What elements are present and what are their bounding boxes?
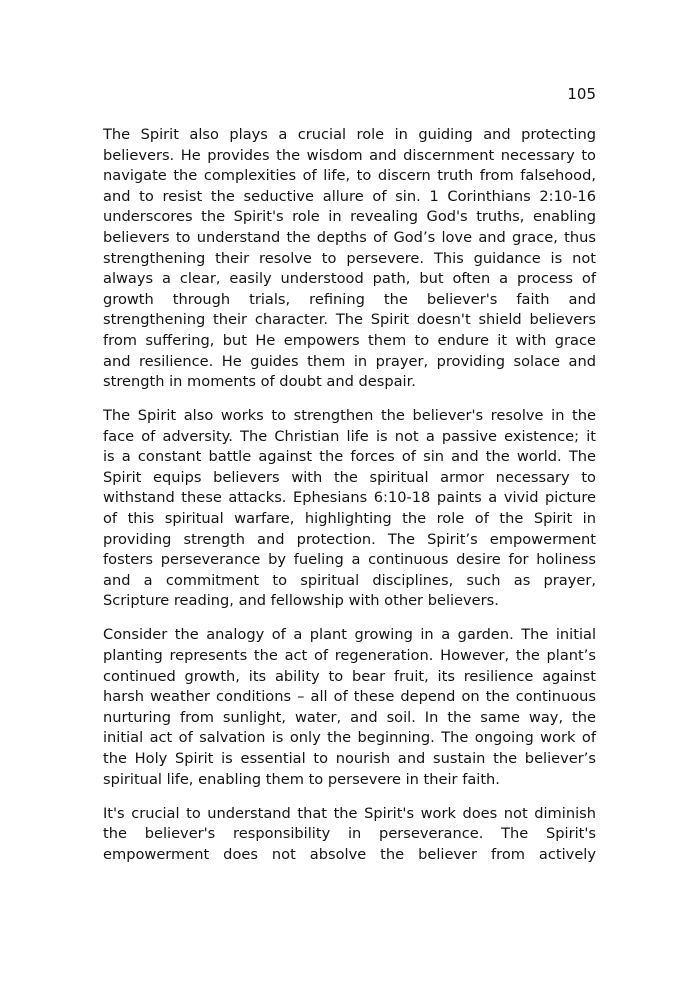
text-line: strength in moments of doubt and despair. — [103, 373, 416, 391]
text-line: strengthening their resolve to persevere. This guidance is not — [103, 249, 596, 267]
text-line: the Holy Spirit is essential to nourish and sustain the believer’s — [103, 750, 596, 767]
text-line: continued growth, its ability to bear fruit, its resilience against — [103, 667, 596, 685]
text-line: believers to understand the depths of God’s love and grace, thus — [103, 228, 596, 246]
text-line: believers. He provides the wisdom and discernment necessary to — [103, 146, 596, 164]
text-line: nurturing from sunlight, water, and soil. In the same way, the — [103, 708, 596, 726]
page-number: 105 — [567, 85, 596, 103]
text-line: face of adversity. The Christian life is not a passive existence; it — [103, 427, 596, 445]
text-line: is a constant battle against the forces of sin and the world. The — [103, 448, 596, 466]
text-line: The Spirit also works to strengthen the believer's resolve in the — [103, 407, 596, 425]
text-line: and resilience. He guides them in prayer, providing solace and — [103, 352, 596, 370]
text-line: withstand these attacks. Ephesians 6:10-18 paints a vivid picture — [103, 489, 596, 507]
paragraph — [103, 625, 596, 790]
text-line: from suffering, but He empowers them to endure it with grace — [103, 331, 596, 349]
text-line: providing strength and protection. The Spirit’s empowerment — [103, 530, 596, 548]
text-line: underscores the Spirit's role in revealing God's truths, enabling — [103, 208, 596, 226]
text-line: empowerment does not absolve the believer from actively — [103, 845, 596, 863]
text-line: It's crucial to understand that the Spirit's work does not diminish — [103, 804, 596, 822]
text-line: always a clear, easily understood path, but often a process of — [103, 270, 596, 288]
text-line: the believer's responsibility in perseverance. The Spirit's — [103, 825, 596, 843]
paragraph — [103, 804, 596, 866]
text-line: harsh weather conditions – all of these depend on the continuous — [103, 688, 596, 706]
body-text — [103, 125, 596, 879]
text-line: and to resist the seductive allure of sin. 1 Corinthians 2:10-16 — [103, 187, 596, 205]
text-line: strengthening their character. The Spirit doesn't shield believers — [103, 311, 596, 329]
text-line: fosters perseverance by fueling a continuous desire for holiness — [103, 551, 596, 569]
text-line: of this spiritual warfare, highlighting the role of the Spirit in — [103, 510, 596, 528]
text-line: growth through trials, refining the believer's faith and — [103, 290, 596, 308]
text-line: spiritual life, enabling them to persevere in their faith. — [103, 770, 500, 788]
text-line: The Spirit also plays a crucial role in guiding and protecting — [103, 126, 596, 143]
text-line: Scripture reading, and fellowship with other believers. — [103, 592, 499, 610]
text-line: navigate the complexities of life, to discern truth from falsehood, — [103, 167, 596, 185]
text-line: planting represents the act of regeneration. However, the plant’s — [103, 647, 596, 665]
paragraph — [103, 125, 596, 393]
text-line: Consider the analogy of a plant growing in a garden. The initial — [103, 626, 596, 644]
text-line: and a commitment to spiritual disciplines, such as prayer, — [103, 571, 596, 589]
paragraph — [103, 406, 596, 612]
text-line: initial act of salvation is only the beginning. The ongoing work of — [103, 729, 596, 747]
text-line: Spirit equips believers with the spiritual armor necessary to — [103, 468, 596, 486]
